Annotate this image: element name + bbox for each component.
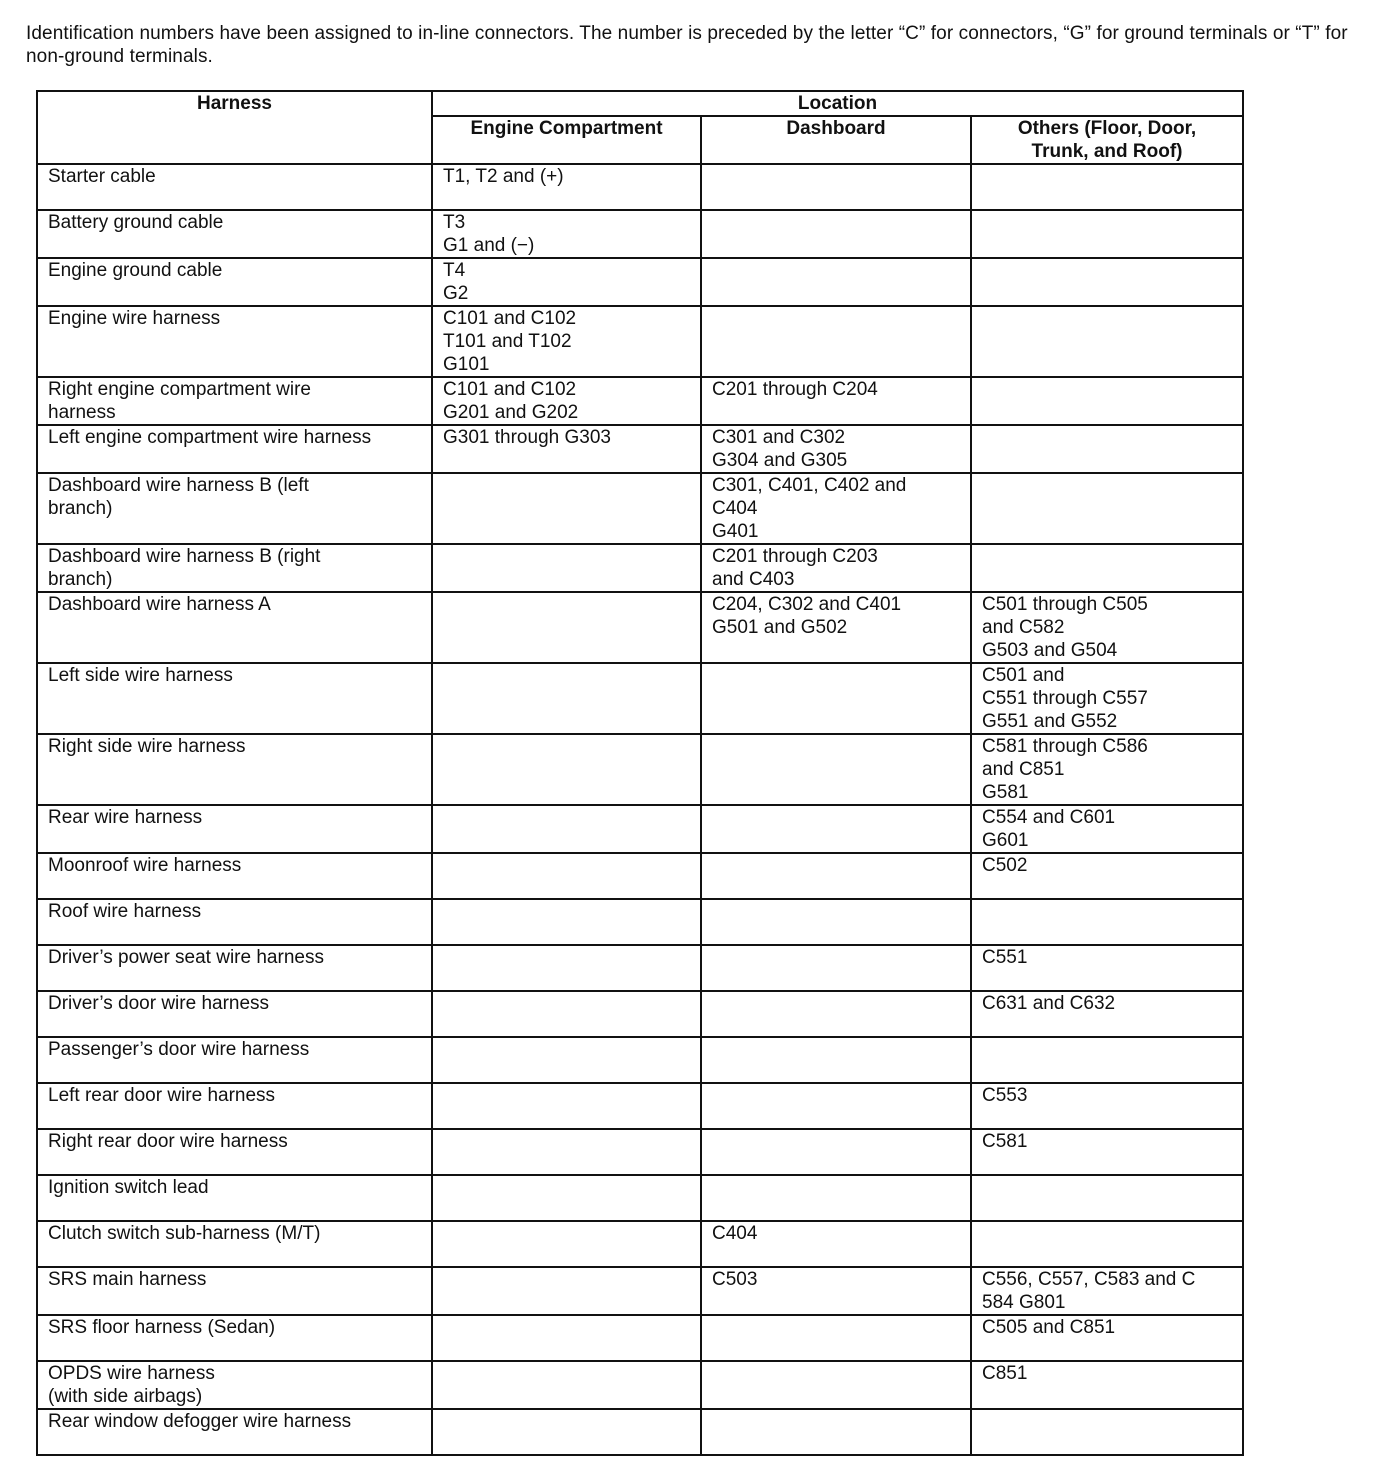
others-cell [971,1037,1243,1083]
others-cell [971,210,1243,258]
harness-cell: Roof wire harness [37,899,432,945]
others-cell [971,544,1243,592]
table-row [37,473,1243,544]
dashboard-cell: C201 through C203 and C403 [701,544,971,592]
table-row [37,1315,1243,1361]
dashboard-cell [701,1037,971,1083]
table-row [37,853,1243,899]
harness-cell: Engine wire harness [37,306,432,377]
others-cell [971,306,1243,377]
dashboard-cell [701,1361,971,1409]
harness-cell: Rear wire harness [37,805,432,853]
harness-cell: Right rear door wire harness [37,1129,432,1175]
others-cell [971,425,1243,473]
table-row [37,1083,1243,1129]
engine-compartment-cell: C101 and C102 T101 and T102 G101 [432,306,701,377]
dashboard-cell [701,306,971,377]
engine-compartment-cell [432,592,701,663]
others-cell: C505 and C851 [971,1315,1243,1361]
table-row [37,899,1243,945]
table-row [37,210,1243,258]
engine-compartment-cell: G301 through G303 [432,425,701,473]
header-location: Location [432,91,1243,116]
harness-cell: SRS floor harness (Sedan) [37,1315,432,1361]
dashboard-cell [701,1175,971,1221]
engine-compartment-cell [432,853,701,899]
engine-compartment-cell [432,899,701,945]
header-others: Others (Floor, Door, Trunk, and Roof) [971,116,1243,164]
harness-cell: Left rear door wire harness [37,1083,432,1129]
dashboard-cell: C201 through C204 [701,377,971,425]
table-row [37,258,1243,306]
harness-cell: Ignition switch lead [37,1175,432,1221]
table-body [37,164,1243,1455]
table-row [37,592,1243,663]
others-cell: C551 [971,945,1243,991]
dashboard-cell [701,258,971,306]
engine-compartment-cell: C101 and C102 G201 and G202 [432,377,701,425]
others-cell [971,1409,1243,1455]
engine-compartment-cell [432,1315,701,1361]
dashboard-cell [701,663,971,734]
engine-compartment-cell [432,805,701,853]
table-row [37,1129,1243,1175]
engine-compartment-cell [432,1361,701,1409]
harness-cell: Driver’s power seat wire harness [37,945,432,991]
engine-compartment-cell [432,1037,701,1083]
engine-compartment-cell [432,1267,701,1315]
harness-cell: Left side wire harness [37,663,432,734]
harness-cell: Starter cable [37,164,432,210]
engine-compartment-cell: T3 G1 and (−) [432,210,701,258]
table-row [37,164,1243,210]
table-row [37,991,1243,1037]
dashboard-cell [701,734,971,805]
dashboard-cell: C404 [701,1221,971,1267]
harness-cell: Engine ground cable [37,258,432,306]
harness-cell: Dashboard wire harness A [37,592,432,663]
engine-compartment-cell [432,663,701,734]
others-cell [971,164,1243,210]
engine-compartment-cell: T1, T2 and (+) [432,164,701,210]
others-cell [971,258,1243,306]
dashboard-cell: C503 [701,1267,971,1315]
others-cell: C553 [971,1083,1243,1129]
others-cell: C631 and C632 [971,991,1243,1037]
table-row [37,945,1243,991]
harness-location-table [36,90,1244,1456]
table-row [37,1409,1243,1455]
others-cell [971,473,1243,544]
harness-cell: Right side wire harness [37,734,432,805]
others-cell: C581 [971,1129,1243,1175]
dashboard-cell [701,164,971,210]
engine-compartment-cell [432,1221,701,1267]
dashboard-cell [701,899,971,945]
dashboard-cell [701,210,971,258]
engine-compartment-cell [432,1129,701,1175]
table-row [37,1037,1243,1083]
dashboard-cell [701,853,971,899]
others-cell: C556, C557, C583 and C 584 G801 [971,1267,1243,1315]
harness-cell: Clutch switch sub-harness (M/T) [37,1221,432,1267]
harness-cell: Right engine compartment wire harness [37,377,432,425]
table-row [37,805,1243,853]
dashboard-cell [701,1129,971,1175]
engine-compartment-cell [432,945,701,991]
others-cell: C554 and C601 G601 [971,805,1243,853]
engine-compartment-cell [432,1409,701,1455]
harness-cell: Driver’s door wire harness [37,991,432,1037]
table-row [37,425,1243,473]
header-dashboard: Dashboard [701,116,971,164]
harness-cell: Dashboard wire harness B (left branch) [37,473,432,544]
engine-compartment-cell [432,544,701,592]
table-row [37,1361,1243,1409]
dashboard-cell: C301, C401, C402 and C404 G401 [701,473,971,544]
engine-compartment-cell: T4 G2 [432,258,701,306]
engine-compartment-cell [432,1083,701,1129]
header-harness: Harness [37,91,432,164]
others-cell: C851 [971,1361,1243,1409]
table-row [37,1267,1243,1315]
dashboard-cell [701,1315,971,1361]
intro-paragraph: Identification numbers have been assigned to in-line connectors. The number is preceded by the letter “C” for connectors, “G” for ground terminals or “T” for non-ground terminals. [26,23,1348,67]
harness-cell: Moonroof wire harness [37,853,432,899]
others-cell: C502 [971,853,1243,899]
harness-cell: Battery ground cable [37,210,432,258]
harness-cell: SRS main harness [37,1267,432,1315]
table-row [37,1175,1243,1221]
table-row [37,377,1243,425]
table-row [37,544,1243,592]
engine-compartment-cell [432,473,701,544]
dashboard-cell [701,805,971,853]
engine-compartment-cell [432,734,701,805]
harness-cell: OPDS wire harness (with side airbags) [37,1361,432,1409]
dashboard-cell: C204, C302 and C401 G501 and G502 [701,592,971,663]
harness-cell: Left engine compartment wire harness [37,425,432,473]
others-cell [971,1175,1243,1221]
others-cell: C501 and C551 through C557 G551 and G552 [971,663,1243,734]
dashboard-cell [701,991,971,1037]
dashboard-cell: C301 and C302 G304 and G305 [701,425,971,473]
dashboard-cell [701,945,971,991]
engine-compartment-cell [432,1175,701,1221]
others-cell: C581 through C586 and C851 G581 [971,734,1243,805]
harness-cell: Dashboard wire harness B (right branch) [37,544,432,592]
others-cell [971,899,1243,945]
others-cell [971,377,1243,425]
others-cell: C501 through C505 and C582 G503 and G504 [971,592,1243,663]
harness-cell: Rear window defogger wire harness [37,1409,432,1455]
table-row [37,1221,1243,1267]
engine-compartment-cell [432,991,701,1037]
dashboard-cell [701,1409,971,1455]
table-row [37,663,1243,734]
header-engine-compartment: Engine Compartment [432,116,701,164]
harness-cell: Passenger’s door wire harness [37,1037,432,1083]
table-row [37,306,1243,377]
table-row [37,734,1243,805]
dashboard-cell [701,1083,971,1129]
others-cell [971,1221,1243,1267]
